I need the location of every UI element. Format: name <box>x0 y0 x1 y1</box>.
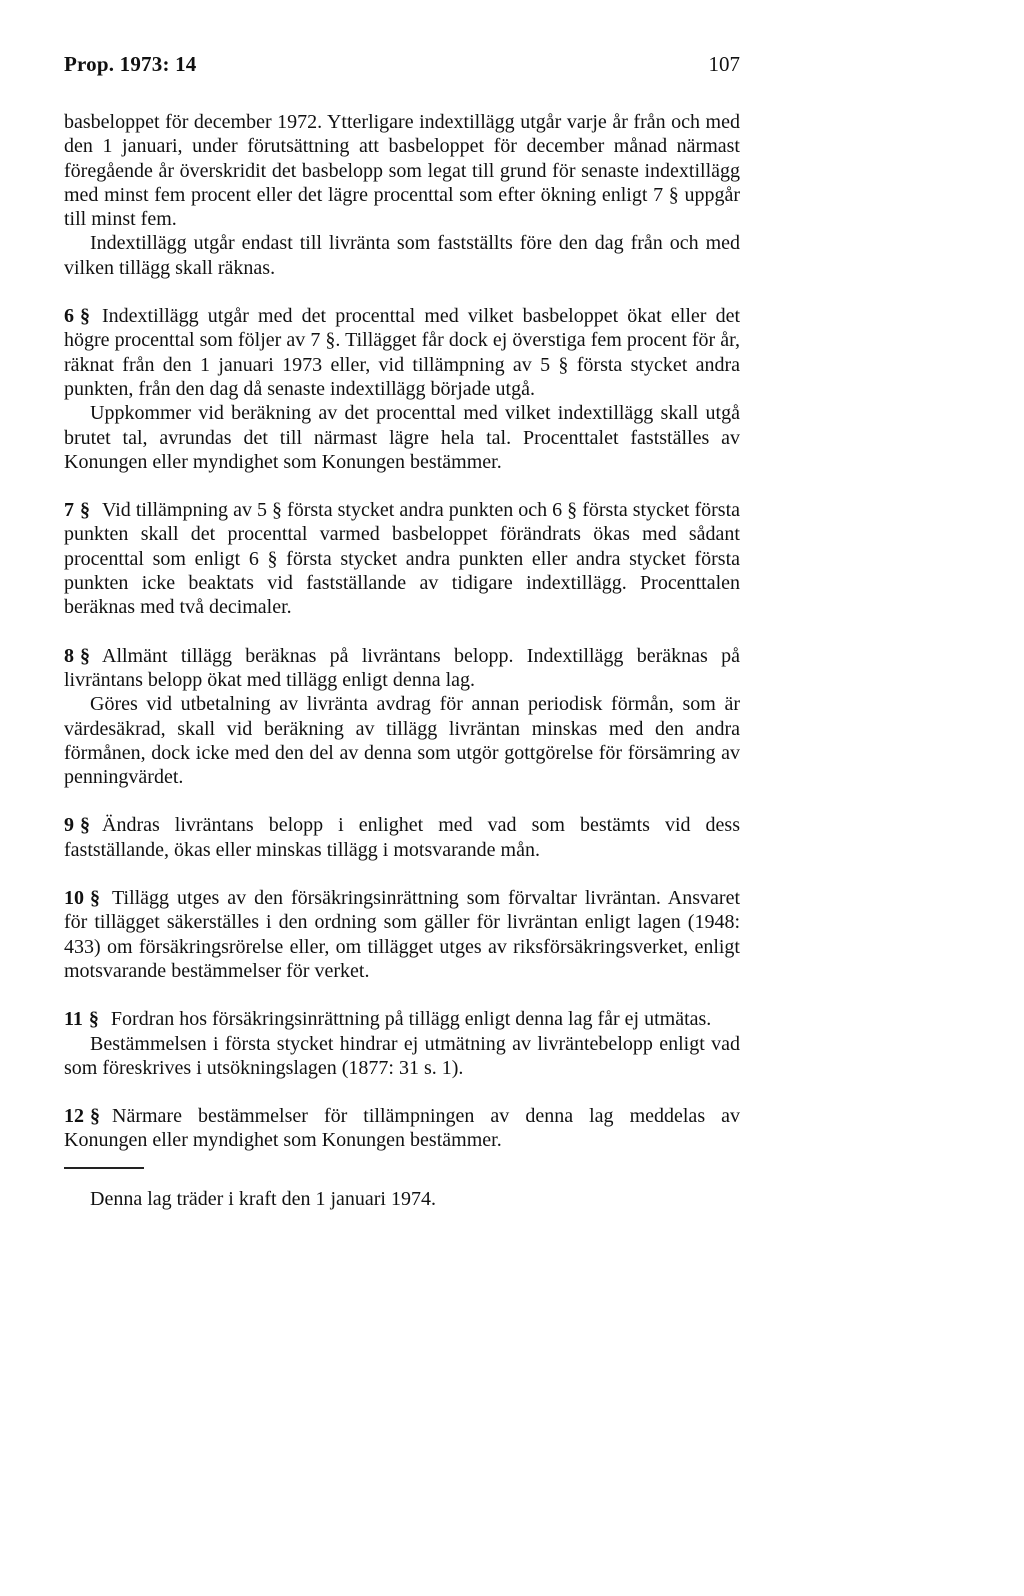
section-number: 8 <box>64 644 74 667</box>
document-page <box>64 44 740 1231</box>
section-11 <box>64 1007 740 1031</box>
page-header <box>64 44 740 86</box>
section-10 <box>64 886 740 983</box>
section-sign: § <box>80 644 90 667</box>
section-sign: § <box>80 814 90 837</box>
document-reference: Prop. 1973: 14 <box>64 52 197 76</box>
paragraph: Göres vid utbetalning av livränta avdrag för annan periodisk förmån, som är värdesäkrad, skall vid beräkning av tillägg livräntan minskas med den andra förmånen, dock icke med den del av denna som utgör gottgörelse för försämring av penningvärdet. <box>64 693 740 789</box>
divider-rule <box>64 1167 144 1169</box>
paragraph-text: Tillägg utges av den försäkringsinrättning som förvaltar livräntan. Ansvaret för tillägget säkerställes i den ordning som gäller för livräntan enligt lagen (1948: 433) om försäkringsrörelse eller, om tillägget utges av riksförsäkringsverket, enligt motsvarande bestämmelser för verket. <box>64 887 740 982</box>
section-number: 7 <box>64 499 74 522</box>
paragraph-text: Fordran hos försäkringsinrättning på tillägg enligt denna lag får ej utmätas. <box>110 1008 712 1031</box>
section-6 <box>64 304 740 401</box>
section-sign: § <box>90 887 100 910</box>
section-7 <box>64 498 740 619</box>
section-9 <box>64 813 740 862</box>
section-number: 10 <box>64 887 84 910</box>
section-12 <box>64 1104 740 1153</box>
section-number: 12 <box>64 1105 84 1128</box>
paragraph: Indextillägg utgår endast till livränta som fastställts före den dag från och med vilken tillägg skall räknas. <box>64 232 740 279</box>
page-number: 107 <box>708 52 740 76</box>
paragraph: Uppkommer vid beräkning av det procenttal med vilket indextillägg skall utgå brutet tal, avrundas det till närmast lägre hela tal. Procenttalet fastställes av Konungen eller myndighet som Konungen bestämmer. <box>64 402 740 473</box>
effective-date-note: Denna lag träder i kraft den 1 januari 1974. <box>90 1187 436 1210</box>
section-8 <box>64 644 740 693</box>
section-sign: § <box>80 305 90 328</box>
paragraph-text: Närmare bestämmelser för tillämpningen av denna lag meddelas av Konungen eller myndighet som Konungen bestämmer. <box>64 1105 740 1152</box>
document-body <box>64 110 740 1211</box>
section-number: 11 <box>64 1008 83 1031</box>
paragraph: basbeloppet för december 1972. Ytterligare indextillägg utgår varje år från och med den 1 januari, under förutsättning att basbeloppet för december månad närmast föregående år överskridit det basbelopp som legat till grund för senaste indextillägg med minst fem procent eller det lägre procenttal som efter ökning enligt 7 § uppgår till minst fem. <box>64 111 740 231</box>
section-number: 6 <box>64 305 74 328</box>
paragraph-text: Ändras livräntans belopp i enlighet med vad som bestämts vid dess fastställande, ökas eller minskas tillägg i motsvarande mån. <box>64 814 740 861</box>
paragraph-text: Vid tillämpning av 5 § första stycket andra punkten och 6 § första stycket första punkten skall det procenttal varmed basbeloppet förändrats ökas med sådant procenttal som enligt 6 § första stycket andra punkten eller andra stycket första punkten icke beaktats vid fastställande av tidigare indextillägg. Procenttalen beräknas med två decimaler. <box>64 499 740 619</box>
paragraph-text: Allmänt tillägg beräknas på livräntans belopp. Indextillägg beräknas på livräntans belopp ökat med tillägg enligt denna lag. <box>64 644 740 691</box>
section-sign: § <box>88 1008 99 1031</box>
section-sign: § <box>90 1105 100 1128</box>
paragraph-text: Indextillägg utgår med det procenttal med vilket basbeloppet ökat eller det högre procenttal som följer av 7 §. Tillägget får dock ej överstiga fem procent för år, räknat från den 1 januari 1973 eller, vid tillämpning av 5 § första stycket andra punkten, från den dag då senaste indextillägg började utgå. <box>64 305 740 400</box>
section-sign: § <box>80 499 90 522</box>
paragraph: Bestämmelsen i första stycket hindrar ej utmätning av livräntebelopp enligt vad som föreskrives i utsökningslagen (1877: 31 s. 1). <box>64 1032 740 1079</box>
section-number: 9 <box>64 814 74 837</box>
